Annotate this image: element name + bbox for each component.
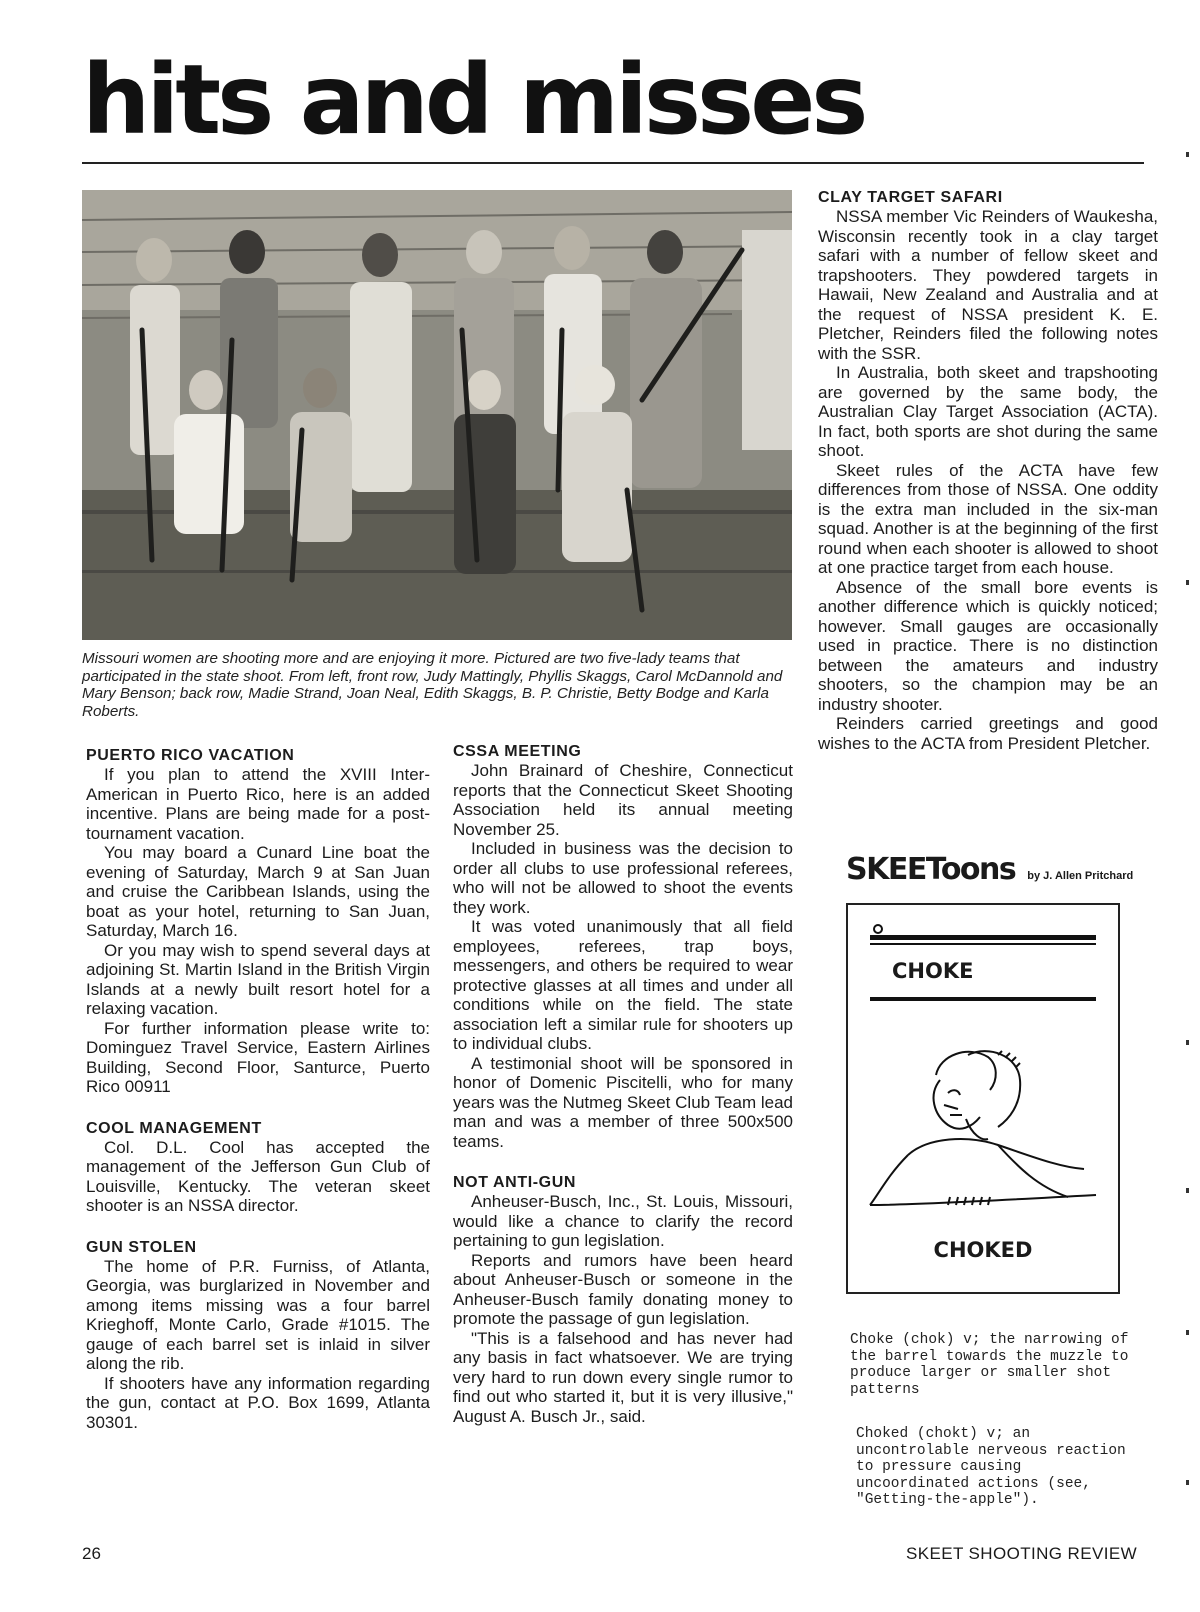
article-paragraph: It was voted unanimously that all field employees, referees, trap boys, messengers, and others be required to wear protective glasses at all times and under all conditions while on the field. The state association left a similar rule for shooters up to individual clubs. bbox=[453, 917, 793, 1053]
article-paragraph: John Brainard of Cheshire, Connecticut reports that the Connecticut Skeet Shooting Association held its annual meeting November 25. bbox=[453, 761, 793, 839]
team-photo bbox=[82, 190, 792, 640]
article-paragraph: NSSA member Vic Reinders of Waukesha, Wisconsin recently took in a clay target safari with a number of fellow skeet and trapshooters. They powdered targets in Hawaii, New Zealand and Australia and at the request of NSSA president K. E. Pletcher, Reinders filed the following notes with the SSR. bbox=[818, 207, 1158, 363]
article-paragraph: If shooters have any information regarding the gun, contact at P.O. Box 1699, Atlanta 30301. bbox=[86, 1373, 430, 1432]
scan-mark bbox=[1186, 1040, 1189, 1045]
article-gun-stolen bbox=[86, 1238, 430, 1433]
definition-choke: Choke (chok) v; the narrowing of the barrel towards the muzzle to produce larger or smaller shot patterns bbox=[850, 1332, 1129, 1398]
article-paragraph: Or you may wish to spend several days at adjoining St. Martin Island in the British Virgin Islands at a newly built resort hotel for a relaxing vacation. bbox=[86, 940, 430, 1018]
article-heading: PUERTO RICO VACATION bbox=[86, 747, 295, 764]
article-paragraph: Reinders carried greetings and good wishes to the ACTA from President Pletcher. bbox=[818, 714, 1158, 753]
masthead-title: hits and misses bbox=[82, 44, 865, 156]
article-paragraph: In Australia, both skeet and trapshooting are governed by the same body, the Australian Clay Target Association (ACTA). In fact, both sports are shot during the same shoot. bbox=[818, 363, 1158, 460]
scan-mark bbox=[1186, 580, 1189, 585]
article-paragraph: Absence of the small bore events is another difference which is quickly noticed; however. Small gauges are occasionally used in practice. There is no distinction between the amateurs and industry shooters, so the champion may be an industry shooter. bbox=[818, 577, 1158, 714]
team-photo-illustration bbox=[82, 190, 792, 640]
cartoon-label-choked: CHOKED bbox=[933, 1238, 1033, 1262]
photo-caption: Missouri women are shooting more and are enjoying it more. Pictured are two five-lady teams that participated in the state shoot. From left, front row, Judy Mattingly, Phyllis Skaggs, Carol McDannold and Mary Benson; back row, Madie Strand, Joan Neal, Edith Skaggs, B. P. Christie, Betty Bodge and Karla Roberts. bbox=[82, 650, 783, 720]
article-heading: GUN STOLEN bbox=[86, 1238, 197, 1256]
article-paragraph: For further information please write to: Dominguez Travel Service, Eastern Airlines Building, Second Floor, Santurce, Puerto Rico 00911 bbox=[86, 1018, 430, 1096]
column-right bbox=[818, 188, 1158, 775]
article-heading: COOL MANAGEMENT bbox=[86, 1119, 262, 1137]
article-cssa-meeting bbox=[453, 742, 793, 1151]
article-heading: NOT ANTI-GUN bbox=[453, 1174, 577, 1191]
article-cool-management bbox=[86, 1119, 430, 1216]
article-not-anti-gun bbox=[453, 1173, 793, 1426]
skeetoons-logo: SKEEToons bbox=[846, 852, 1016, 887]
cartoon-drawing bbox=[848, 905, 1118, 1292]
definition-choked: Choked (chokt) v; an uncontrolable nerveous reaction to pressure causing uncoordinated actions (see, "Getting-the-apple"). bbox=[856, 1426, 1126, 1508]
article-paragraph: You may board a Cunard Line boat the evening of Saturday, March 9 at San Juan and cruise the Caribbean Islands, using the boat as your hotel, returning to San Juan, Saturday, March 16. bbox=[86, 843, 430, 940]
article-paragraph: A testimonial shoot will be sponsored in honor of Domenic Piscitelli, who for many years was the Nutmeg Skeet Club Team lead man and was a member of three 500x500 teams. bbox=[453, 1053, 793, 1151]
scan-mark bbox=[1186, 1330, 1189, 1335]
article-paragraph: Anheuser-Busch, Inc., St. Louis, Missouri, would like a chance to clarify the record pertaining to gun legislation. bbox=[453, 1192, 793, 1250]
masthead-rule bbox=[82, 162, 1144, 164]
skeetoons-title bbox=[846, 852, 1133, 887]
skeetoons-byline: by J. Allen Pritchard bbox=[1027, 870, 1134, 882]
article-heading: CLAY TARGET SAFARI bbox=[818, 189, 1003, 206]
article-puerto-rico bbox=[86, 746, 430, 1097]
scan-mark bbox=[1186, 1480, 1189, 1485]
scan-mark bbox=[1186, 1188, 1189, 1193]
skeetoons-cartoon bbox=[846, 903, 1120, 1294]
column-left bbox=[86, 746, 430, 1454]
article-paragraph: Skeet rules of the ACTA have few differences from those of NSSA. One oddity is the extra man included in the six-man squad. Another is at the beginning of the first round when each shooter is allowed to shoot at one practice target from each house. bbox=[818, 460, 1158, 577]
article-paragraph: "This is a falsehood and has never had any basis in fact whatsoever. We are trying very hard to run down every single rumor to find out who started it, but it is very illusive," August A. Busch Jr., said. bbox=[453, 1328, 793, 1426]
article-paragraph: Col. D.L. Cool has accepted the management of the Jefferson Gun Club of Louisville, Kentucky. The veteran skeet shooter is an NSSA director. bbox=[86, 1137, 430, 1215]
article-heading: CSSA MEETING bbox=[453, 743, 582, 760]
article-paragraph: Reports and rumors have been heard about Anheuser-Busch or someone in the Anheuser-Busch family donating money to promote the passage of gun legislation. bbox=[453, 1250, 793, 1328]
article-paragraph: If you plan to attend the XVIII Inter-American in Puerto Rico, here is an added incentive. Plans are being made for a post-tournament vacation. bbox=[86, 765, 430, 843]
article-paragraph: Included in business was the decision to order all clubs to use professional referees, who will not be allowed to shoot the events they work. bbox=[453, 839, 793, 917]
scan-mark bbox=[1186, 152, 1189, 157]
column-middle bbox=[453, 742, 793, 1448]
article-paragraph: The home of P.R. Furniss, of Atlanta, Georgia, was burglarized in November and among items missing was a four barrel Krieghoff, Monte Carlo, Grade #1015. The gauge of each barrel set is inlaid in silver along the rib. bbox=[86, 1256, 430, 1373]
page-number: 26 bbox=[82, 1544, 101, 1563]
article-clay-target-safari bbox=[818, 188, 1158, 753]
publication-name: SKEET SHOOTING REVIEW bbox=[906, 1544, 1138, 1563]
cartoon-label-choke: CHOKE bbox=[892, 959, 974, 983]
